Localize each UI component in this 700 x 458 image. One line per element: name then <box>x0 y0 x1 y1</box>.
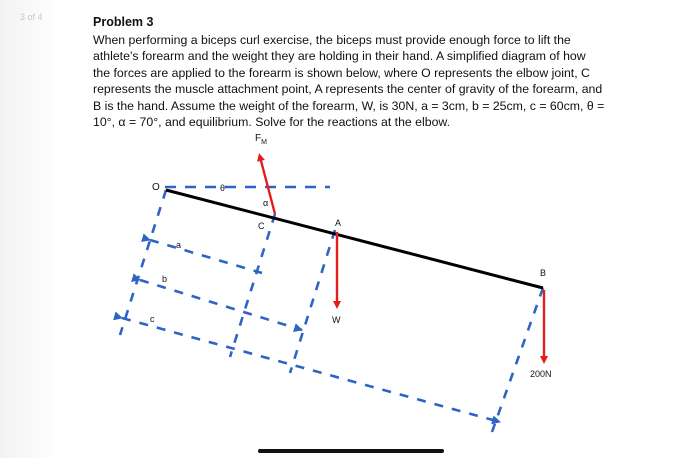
problem-line: represents the muscle attachment point, A represents the center of gravity of the forearm, and <box>93 82 603 97</box>
guide-line-b <box>492 288 543 432</box>
guide-line-a <box>290 230 335 373</box>
problem-line: B is the hand. Assume the weight of the forearm, W, is 30N, a = 3cm, b = 25cm, c = 60cm, θ = <box>93 98 605 113</box>
home-indicator-bar[interactable] <box>258 449 444 453</box>
dimension-a-line <box>150 240 262 273</box>
angle-label-alpha: α <box>263 198 269 208</box>
dimension-label-c: c <box>150 314 155 324</box>
problem-line: When performing a biceps curl exercise, the biceps must provide enough force to lift the <box>93 33 571 47</box>
problem-line: athlete’s forearm and the weight they are holding in their hand. A simplified diagram of how <box>93 49 586 64</box>
problem-line: the forces are applied to the forearm is shown below, where O represents the elbow joint, C <box>93 65 590 80</box>
page-indicator: 3 of 4 <box>20 12 43 22</box>
guide-line-o <box>120 190 166 335</box>
guide-line-c <box>230 214 275 357</box>
dimension-b-line <box>140 280 302 330</box>
point-label-a: A <box>335 218 342 228</box>
hand-force-label: 200N <box>530 369 552 379</box>
point-label-b: B <box>540 268 547 278</box>
perpendicular-guide-lines <box>120 190 543 432</box>
forearm-line <box>166 190 543 288</box>
problem-line: 10°, α = 70°, and equilibrium. Solve for the reactions at the elbow. <box>93 115 451 130</box>
point-label-c: C <box>258 221 265 231</box>
dimension-label-b: b <box>162 274 168 284</box>
angle-label-theta: θ <box>220 183 226 193</box>
force-label-fm: $F_M$ <box>255 133 267 146</box>
dimension-arrows <box>122 240 500 422</box>
problem-title: Problem 3 <box>93 15 154 29</box>
dimension-c-line <box>122 318 500 422</box>
weight-label-w: W <box>332 315 341 325</box>
point-label-o: O <box>152 182 160 193</box>
dimension-label-a: a <box>176 240 182 250</box>
